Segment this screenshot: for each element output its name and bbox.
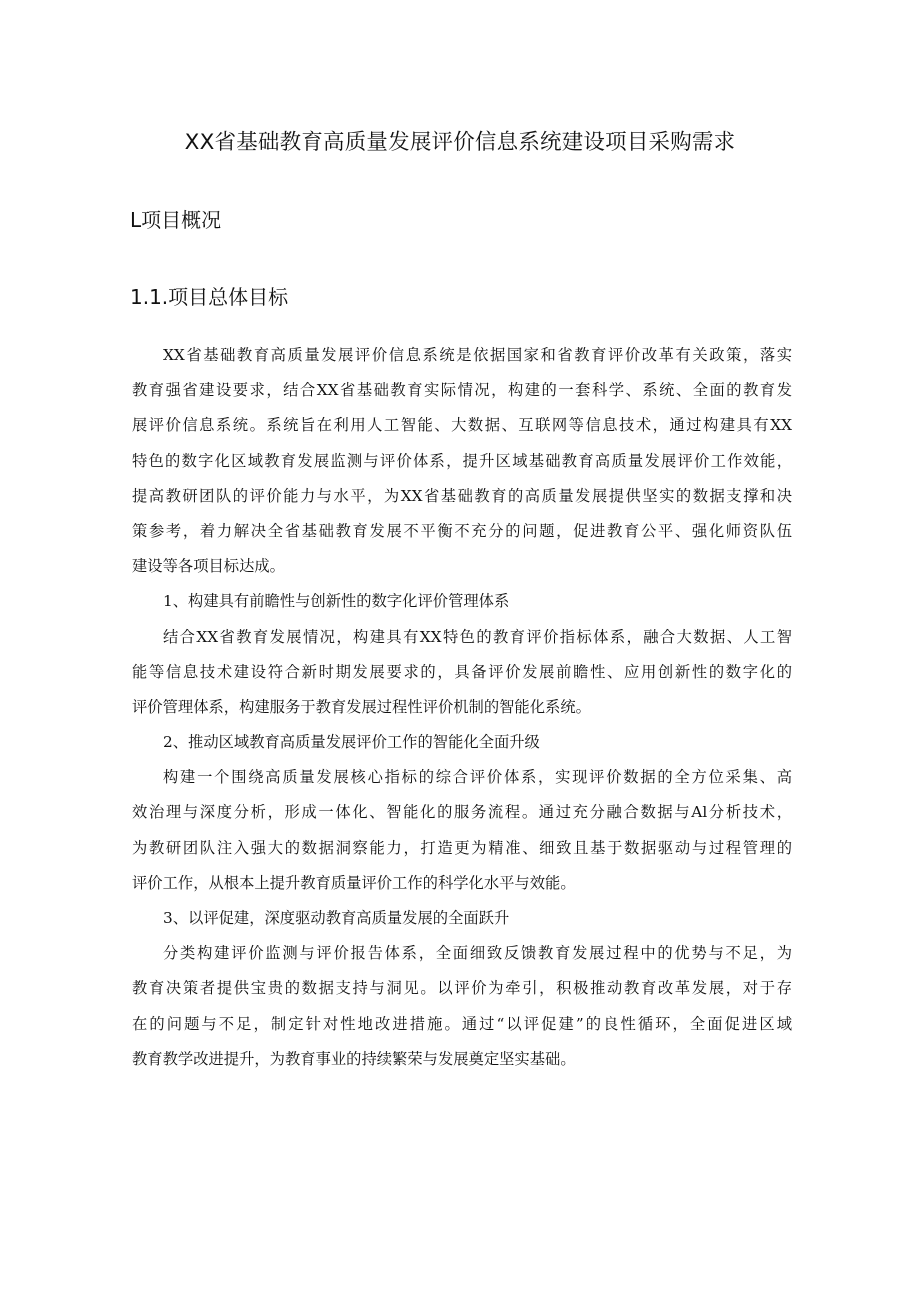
paragraph-line: 建设等各项目标达成。	[132, 557, 285, 576]
paragraph-line: XX省基础教育高质量发展评价信息系统是依据国家和省教育评价改革有关政策，落实	[163, 346, 792, 364]
paragraph-line: 评价管理体系，构建服务于教育发展过程性评价机制的智能化系统。	[132, 697, 591, 716]
paragraph-line: 提高教研团队的评价能力与水平，为XX省基础教育的高质量发展提供坚实的数据支撑和决	[132, 486, 792, 505]
goal-heading: 3、以评促建，深度驱动教育高质量发展的全面跃升	[163, 909, 510, 927]
paragraph-line: 效治理与深度分析，形成一体化、智能化的服务流程。通过充分融合数据与Al分析技术，	[132, 803, 792, 822]
subsection-heading: 1.1.项目总体目标	[130, 285, 289, 309]
paragraph-line: 结合XX省教育发展情况，构建具有XX特色的教育评价指标体系，融合大数据、人工智	[163, 627, 792, 646]
paragraph-line: 教育强省建设要求，结合XX省基础教育实际情况，构建的一套科学、系统、全面的教育发	[132, 381, 792, 400]
goal-heading: 2、推动区域教育高质量发展评价工作的智能化全面升级	[163, 733, 540, 752]
document-title: XX省基础教育高质量发展评价信息系统建设项目采购需求	[184, 130, 736, 155]
paragraph-line: 评价工作，从根本上提升教育质量评价工作的科学化水平与效能。	[132, 873, 576, 892]
paragraph-line: 在的问题与不足，制定针对性地改进措施。通过“以评促建”的良性循环，全面促进区域	[132, 1014, 792, 1033]
paragraph-line: 构建一个围绕高质量发展核心指标的综合评价体系，实现评价数据的全方位采集、高	[163, 768, 792, 787]
paragraph-line: 展评价信息系统。系统旨在利用人工智能、大数据、互联网等信息技术，通过构建具有XX	[132, 416, 792, 435]
paragraph-line: 能等信息技术建设符合新时期发展要求的，具备评价发展前瞻性、应用创新性的数字化的	[132, 662, 792, 681]
section-heading: L项目概况	[130, 208, 222, 232]
intro-paragraph	[132, 338, 792, 1077]
paragraph-line: 策参考，着力解决全省基础教育发展不平衡不充分的问题，促进教育公平、强化师资队伍	[132, 521, 792, 540]
paragraph-line: 教育决策者提供宝贵的数据支持与洞见。以评价为牵引，积极推动教育改革发展，对于存	[132, 979, 792, 998]
paragraph-line: 特色的数字化区域教育发展监测与评价体系，提升区域基础教育高质量发展评价工作效能，	[132, 451, 792, 470]
paragraph-line: 教育教学改进提升，为教育事业的持续繁荣与发展奠定坚实基础。	[132, 1049, 576, 1068]
paragraph-line: 分类构建评价监测与评价报告体系，全面细致反馈教育发展过程中的优势与不足，为	[163, 944, 792, 963]
paragraph-line: 为教研团队注入强大的数据洞察能力，打造更为精准、细致且基于数据驱动与过程管理的	[132, 838, 792, 857]
goal-heading: 1、构建具有前瞻性与创新性的数字化评价管理体系	[163, 592, 510, 611]
